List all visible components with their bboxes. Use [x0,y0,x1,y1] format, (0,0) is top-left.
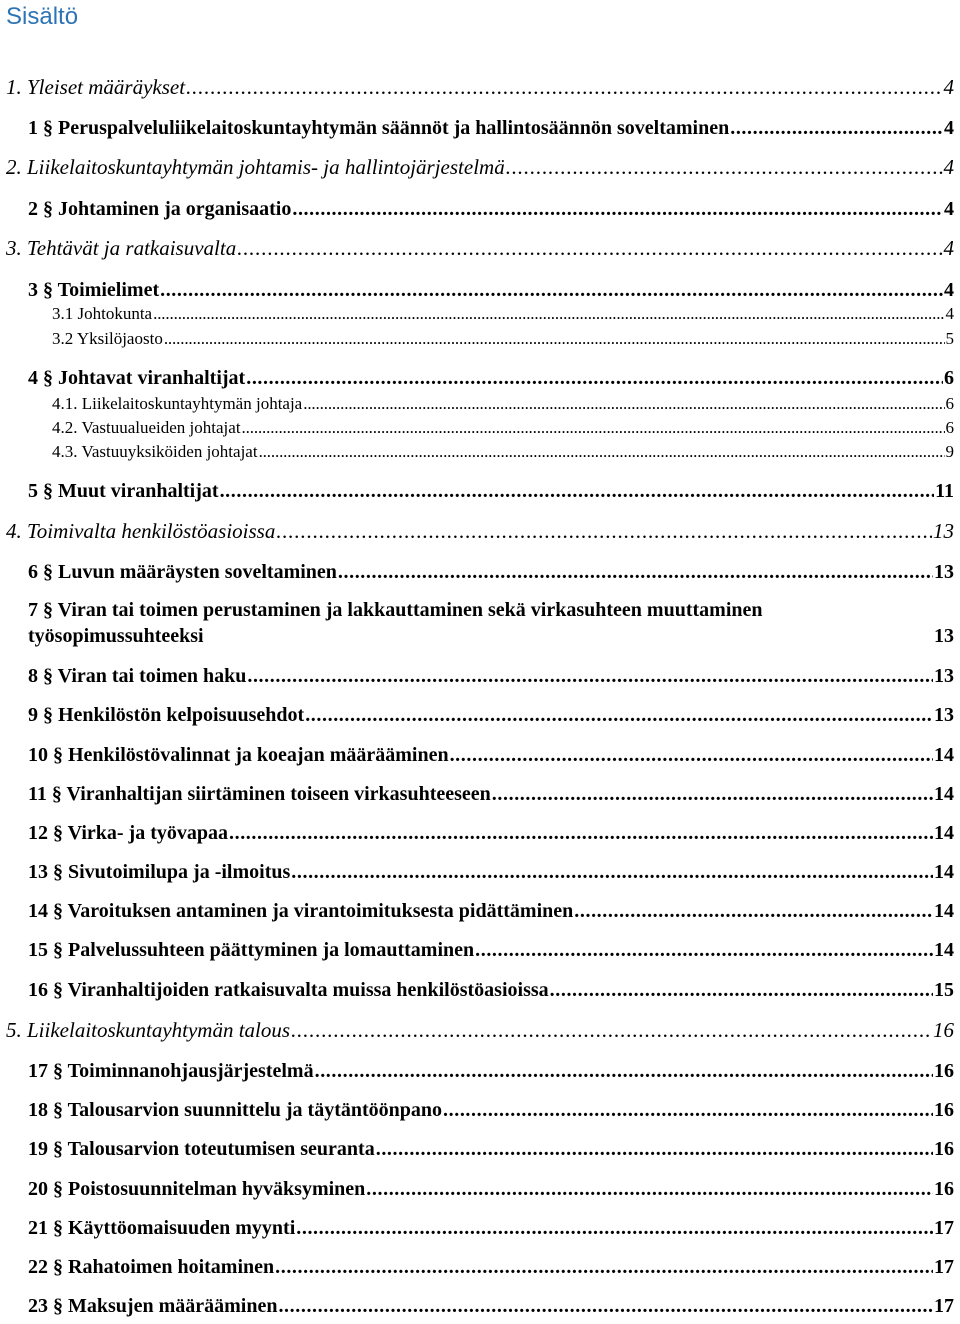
dot-leader [242,415,945,441]
toc-entry-page: 6 [945,394,954,413]
toc-entry-section-7[interactable] [28,597,954,649]
dot-leader [366,1176,933,1202]
toc-entry-page: 17 [934,1217,954,1239]
dot-leader [246,365,943,391]
toc-entry-label: 4.3. Vastuuyksiköiden johtajat [52,442,258,461]
toc-entry-page: 6 [944,367,954,389]
dot-leader [153,301,944,327]
toc-entry-page: 11 [935,480,954,502]
toc-entry-subsection-3-1[interactable] [52,301,954,327]
toc-entry-section-21[interactable] [28,1215,954,1241]
toc-entry-page: 16 [934,1060,954,1082]
toc-title: Sisältö [6,3,79,30]
toc-entry-page: 13 [934,704,954,726]
dot-leader [305,702,933,728]
toc-entry-section-16[interactable] [28,977,954,1003]
toc-entry-section-11[interactable] [28,781,954,807]
dot-leader [450,742,933,768]
dot-leader [475,937,933,963]
toc-entry-label: 5. Liikelaitoskuntayhtymän talous [6,1018,291,1042]
toc-entry-section-14[interactable] [28,898,954,924]
dot-leader [730,115,943,141]
toc-entry-label: 17 § Toiminnanohjausjärjestelmä [28,1060,314,1082]
toc-entry-label: 6 § Luvun määräysten soveltaminen [28,561,337,583]
toc-entry-label: 21 § Käyttöomaisuuden myynti [28,1217,296,1239]
toc-entry-section-12[interactable] [28,820,954,846]
toc-entry-chapter-1[interactable] [6,74,954,100]
toc-entry-page: 13 [934,665,954,687]
dot-leader [296,1215,933,1241]
toc-entry-page: 4 [944,198,954,220]
toc-entry-page: 14 [934,900,954,922]
dot-leader [229,820,933,846]
toc-entry-section-2[interactable] [28,196,954,222]
toc-entry-label: 4.1. Liikelaitoskuntayhtymän johtaja [52,394,303,413]
toc-entry-page: 16 [933,1018,954,1042]
toc-entry-section-5[interactable] [28,478,954,504]
toc-entry-label: 19 § Talousarvion toteutumisen seuranta [28,1138,375,1160]
toc-entry-label: 4 § Johtavat viranhaltijat [28,367,246,389]
toc-entry-page: 15 [934,979,954,1001]
toc-entry-label: 1. Yleiset määräykset [6,75,186,99]
toc-entry-label: 15 § Palvelussuhteen päättyminen ja lomauttaminen [28,939,475,961]
toc-entry-label: 4.2. Vastuualueiden johtajat [52,418,241,437]
dot-leader [247,663,933,689]
toc-entry-page: 14 [934,822,954,844]
toc-entry-label-line2: työsopimussuhteeksi [28,625,204,647]
dot-leader [160,277,943,303]
toc-entry-section-9[interactable] [28,702,954,728]
toc-entry-subsection-4-3[interactable] [52,439,954,465]
dot-leader [376,1136,933,1162]
toc-entry-label: 3. Tehtävät ja ratkaisuvalta [6,236,237,260]
toc-entry-section-10[interactable] [28,742,954,768]
toc-entry-subsection-3-2[interactable] [52,326,954,352]
toc-entry-page: 4 [945,304,954,323]
dot-leader [275,1254,933,1280]
toc-entry-page: 4 [943,155,954,179]
dot-leader [574,898,933,924]
toc-entry-section-1[interactable] [28,115,954,141]
toc-entry-page: 13 [934,561,954,583]
toc-entry-page: 14 [934,744,954,766]
dot-leader [506,154,943,180]
dot-leader [292,196,943,222]
dot-leader [164,326,945,352]
toc-entry-page: 5 [945,329,954,348]
toc-entry-page: 13 [933,519,954,543]
toc-entry-section-19[interactable] [28,1136,954,1162]
toc-entry-label: 3.2 Yksilöjaosto [52,329,163,348]
toc-entry-label: 23 § Maksujen määrääminen [28,1295,278,1317]
toc-entry-section-23[interactable] [28,1293,954,1319]
toc-entry-page: 17 [934,1256,954,1278]
toc-entry-label: 4. Toimivalta henkilöstöasioissa [6,519,276,543]
toc-entry-section-4[interactable] [28,365,954,391]
toc-entry-label: 10 § Henkilöstövalinnat ja koeajan määrääminen [28,744,449,766]
toc-entry-page: 14 [934,939,954,961]
toc-entry-label: 18 § Talousarvion suunnittelu ja täytäntöönpano [28,1099,443,1121]
dot-leader [276,518,932,544]
toc-entry-section-8[interactable] [28,663,954,689]
toc-entry-page: 16 [934,1099,954,1121]
toc-entry-chapter-4[interactable] [6,518,954,544]
toc-entry-label: 14 § Varoituksen antaminen ja virantoimituksesta pidättäminen [28,900,574,922]
toc-entry-label: 16 § Viranhaltijoiden ratkaisuvalta muissa henkilöstöasioissa [28,979,549,1001]
dot-leader [443,1097,933,1123]
toc-entry-section-17[interactable] [28,1058,954,1084]
toc-entry-label-line1: 7 § Viran tai toimen perustaminen ja lakkauttaminen sekä virkasuhteen muuttaminen [28,599,763,621]
dot-leader [303,391,944,417]
toc-entry-page: 9 [945,442,954,461]
toc-entry-page: 16 [934,1138,954,1160]
dot-leader [278,1293,933,1319]
toc-entry-chapter-3[interactable] [6,235,954,261]
dot-leader [237,235,942,261]
toc-entry-page: 13 [934,625,954,647]
dot-leader [291,1017,932,1043]
dot-leader [315,1058,933,1084]
toc-entry-page: 4 [943,236,954,260]
toc-entry-page: 4 [944,117,954,139]
toc-entry-label: 11 § Viranhaltijan siirtäminen toiseen virkasuhteeseen [28,783,491,805]
toc-entry-page: 17 [934,1295,954,1317]
toc-entry-label: 5 § Muut viranhaltijat [28,480,219,502]
toc-entry-label: 3 § Toimielimet [28,279,160,301]
toc-entry-section-20[interactable] [28,1176,954,1202]
toc-entry-subsection-4-1[interactable] [52,391,954,417]
toc-entry-label: 2. Liikelaitoskuntayhtymän johtamis- ja hallintojärjestelmä [6,155,505,179]
toc-entry-section-15[interactable] [28,937,954,963]
toc-entry-label: 9 § Henkilöstön kelpoisuusehdot [28,704,305,726]
toc-entry-section-3[interactable] [28,277,954,303]
toc-entry-label: 13 § Sivutoimilupa ja -ilmoitus [28,861,291,883]
toc-entry-label: 20 § Poistosuunnitelman hyväksyminen [28,1178,366,1200]
dot-leader [492,781,933,807]
toc-entry-label: 1 § Peruspalveluliikelaitoskuntayhtymän säännöt ja hallintosäännön soveltaminen [28,117,730,139]
dot-leader [291,859,933,885]
toc-entry-section-13[interactable] [28,859,954,885]
dot-leader [186,74,942,100]
toc-entry-label: 2 § Johtaminen ja organisaatio [28,198,292,220]
dot-leader [550,977,933,1003]
toc-entry-page: 14 [934,783,954,805]
toc-entry-page: 16 [934,1178,954,1200]
dot-leader [220,478,935,504]
toc-entry-page: 6 [945,418,954,437]
toc-entry-label: 22 § Rahatoimen hoitaminen [28,1256,275,1278]
toc-entry-subsection-4-2[interactable] [52,415,954,441]
toc-entry-page: 14 [934,861,954,883]
toc-entry-chapter-5[interactable] [6,1017,954,1043]
toc-entry-label: 8 § Viran tai toimen haku [28,665,247,687]
toc-entry-label: 3.1 Johtokunta [52,304,153,323]
dot-leader [259,439,945,465]
toc-entry-section-6[interactable] [28,559,954,585]
toc-entry-section-22[interactable] [28,1254,954,1280]
toc-entry-section-18[interactable] [28,1097,954,1123]
toc-entry-chapter-2[interactable] [6,154,954,180]
toc-entry-page: 4 [943,75,954,99]
dot-leader [338,559,933,585]
toc-entry-label: 12 § Virka- ja työvapaa [28,822,228,844]
toc-entry-page: 4 [944,279,954,301]
